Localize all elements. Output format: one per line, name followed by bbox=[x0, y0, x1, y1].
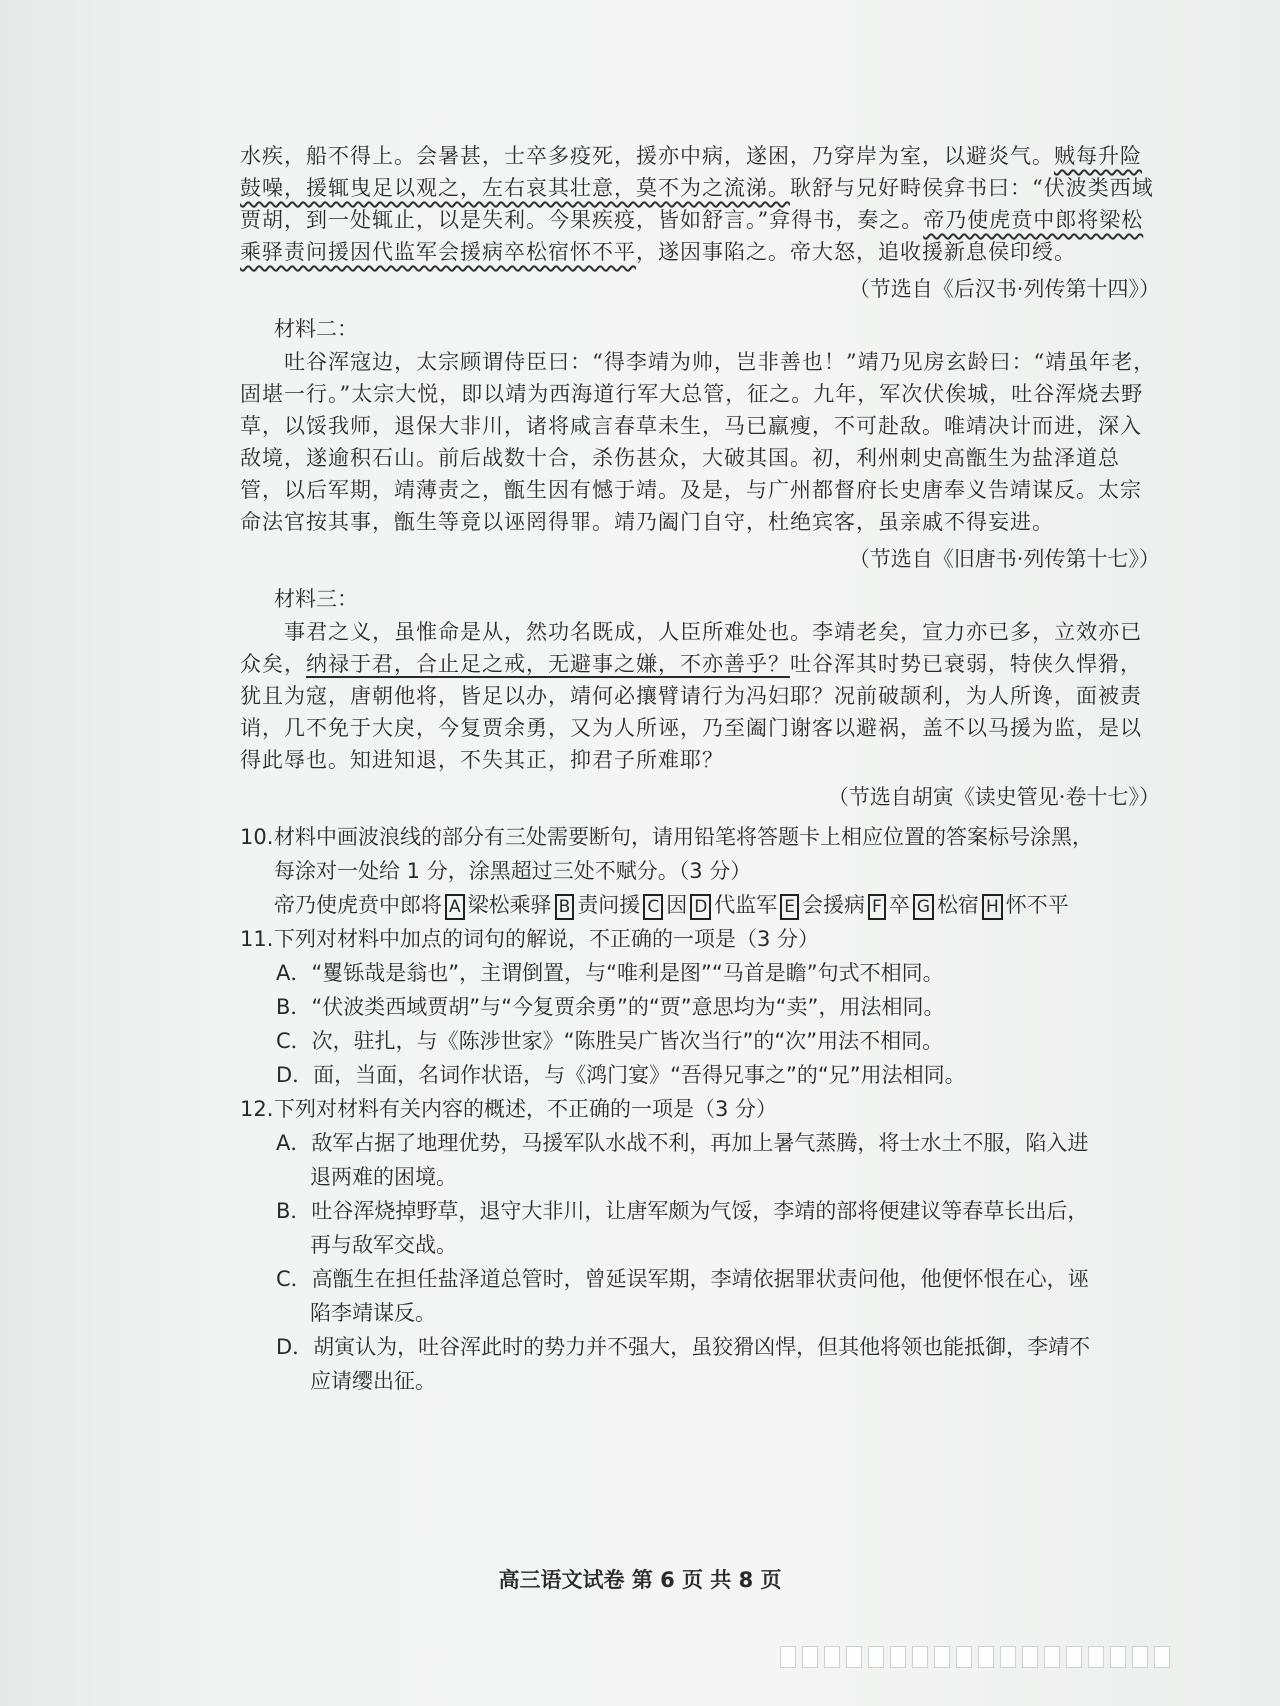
question-10 bbox=[240, 820, 1160, 922]
page-footer: 高三语文试卷 第 6 页 共 8 页 bbox=[498, 1568, 782, 1592]
q10-seg: 会援病 bbox=[802, 893, 866, 917]
q11-option-b[interactable]: B．“伏波类西域贾胡”与“今复贾余勇”的“贾”意思均为“卖”，用法相同。 bbox=[276, 995, 945, 1019]
passage-1 bbox=[240, 140, 1160, 268]
q12-stem bbox=[240, 1092, 1160, 1126]
answer-box-a[interactable]: A bbox=[445, 894, 465, 920]
q10-line-2: 每涂对一处给 1 分，涂黑超过三处不赋分。（3 分） bbox=[274, 859, 752, 883]
passage-3-label: 材料三： bbox=[274, 587, 358, 611]
question-11 bbox=[240, 922, 1160, 1092]
passage-1-source: （节选自《后汉书·列传第十四》） bbox=[848, 277, 1160, 301]
answer-box-d[interactable]: D bbox=[690, 894, 711, 920]
q12-option-b[interactable]: B．吐谷浑烧掉野草，退守大非川，让唐军颇为气馁，李靖的部将便建议等春草长出后， bbox=[276, 1199, 1089, 1223]
passage-3-underlined: 纳禄于君，合止足之戒，无避事之嫌，不亦善乎？ bbox=[306, 652, 790, 676]
q10-seg: 责问援 bbox=[577, 893, 641, 917]
q10-seg: 代监军 bbox=[714, 893, 778, 917]
question-12 bbox=[240, 1092, 1160, 1398]
q12-option-d-cont: 应请缨出征。 bbox=[310, 1369, 436, 1393]
q11-stem-text: 下列对材料中加点的词句的解说，不正确的一项是（3 分） bbox=[274, 927, 820, 951]
answer-box-h[interactable]: H bbox=[982, 894, 1003, 920]
passage-3-text-a: 事君之义，虽惟命是从，然功名既成，人臣所难处也。李靖老矣，宣力亦已多，立效亦已众矣， bbox=[240, 620, 1143, 676]
q12-option-a-cont: 退两难的困境。 bbox=[310, 1165, 457, 1189]
q12-option-b-cont: 再与敌军交战。 bbox=[310, 1233, 457, 1257]
q10-stem-1: 材料中画波浪线的部分有三处需要断句，请用铅笔将答题卡上相应位置的答案标号涂黑， bbox=[274, 825, 1093, 849]
q11-stem bbox=[240, 922, 1160, 956]
passage-1-wavy-b: 帝乃使虎贲中郎将梁松乘驿责问援因代监军会援病卒松宿怀不平 bbox=[240, 208, 1144, 264]
q10-seg: 怀不平 bbox=[1005, 893, 1069, 917]
q12-number: 12. bbox=[240, 1097, 274, 1121]
passage-2-source: （节选自《旧唐书·列传第十七》） bbox=[848, 547, 1160, 571]
q11-number: 11. bbox=[240, 927, 274, 951]
passage-1-text-b: 耿舒与兄好畤侯弇书曰：“伏波类西域贾胡，到一处辄止，以是失利。今果疾疫，皆如舒言。”弇得书，奏之。 bbox=[240, 176, 1154, 232]
q10-line-1 bbox=[240, 820, 1160, 854]
q12-option-d[interactable]: D．胡寅认为，吐谷浑此时的势力并不强大，虽狡猾凶悍，但其他将领也能抵御，李靖不 bbox=[276, 1335, 1091, 1359]
passage-1-text-c: ，遂因事陷之。帝大怒，追收援新息侯印绶。 bbox=[636, 240, 1076, 264]
passage-2-label: 材料二： bbox=[274, 317, 358, 341]
q10-number: 10. bbox=[240, 825, 274, 849]
q10-seg: 因 bbox=[666, 893, 688, 917]
q11-option-a[interactable]: A．“矍铄哉是翁也”，主谓倒置，与“唯利是图”“马首是瞻”句式不相同。 bbox=[276, 961, 944, 985]
page-content bbox=[240, 140, 1160, 1398]
q10-seg: 梁松乘驿 bbox=[467, 893, 552, 917]
answer-box-g[interactable]: G bbox=[913, 894, 934, 920]
passage-3-text bbox=[240, 616, 1160, 776]
q10-sentence bbox=[274, 888, 1160, 922]
q12-stem-text: 下列对材料有关内容的概述，不正确的一项是（3 分） bbox=[274, 1097, 778, 1121]
q11-option-d[interactable]: D．面，当面，名词作状语，与《鸿门宴》“吾得兄事之”的“兄”用法相同。 bbox=[276, 1063, 966, 1087]
q12-option-c[interactable]: C．高甑生在担任盐泽道总管时，曾延误军期，李靖依据罪状责问他，他便怀恨在心，诬 bbox=[276, 1267, 1089, 1291]
q12-option-c-cont: 陷李靖谋反。 bbox=[310, 1301, 436, 1325]
q12-option-a[interactable]: A．敌军占据了地理优势，马援军队水战不利，再加上暑气蒸腾，将士水土不服，陷入进 bbox=[276, 1131, 1089, 1155]
answer-box-b[interactable]: B bbox=[555, 894, 575, 920]
q10-seg: 帝乃使虎贲中郎将 bbox=[274, 893, 442, 917]
q10-seg: 卒 bbox=[888, 893, 910, 917]
watermark-graphic bbox=[780, 1646, 1170, 1668]
passage-3-text-b: 吐谷浑其时势已衰弱，特侠久悍猾，犹且为寇，唐朝他将，皆足以办，靖何必攘臂请行为冯妇耶？况前破颉利，为人所谗，面被责诮，几不免于大戾，今复贾余勇，又为人所诬，乃至阖门谢客以避祸，盖不以马援为监，是以得此辱也。知进知退，不失其正，抑君子所难耶？ bbox=[240, 652, 1142, 772]
q10-seg: 松宿 bbox=[937, 893, 979, 917]
q11-option-c[interactable]: C．次，驻扎，与《陈涉世家》“陈胜吴广皆次当行”的“次”用法不相同。 bbox=[276, 1029, 944, 1053]
passage-1-text-a: 水疾，船不得上。会暑甚，士卒多疫死，援亦中病，遂困，乃穿岸为室，以避炎气。 bbox=[240, 144, 1054, 168]
passage-1-wavy-a: 贼每升险鼓噪，援辄曳足以观之，左右哀其壮意，莫不为之流涕。 bbox=[240, 144, 1142, 200]
passage-2-text: 吐谷浑寇边，太宗顾谓侍臣曰：“得李靖为帅，岂非善也！”靖乃见房玄龄曰：“靖虽年老，固堪一行。”太宗大悦，即以靖为西海道行军大总管，征之。九年，军次伏俟城，吐谷浑烧去野草，以馁我师，退保大非川，诸将咸言春草未生，马已羸瘦，不可赴敌。唯靖决计而进，深入敌境，遂逾积石山。前后战数十合，杀伤甚众，大破其国。初，利州刺史高甑生为盐泽道总管，以后军期，靖薄责之，甑生因有憾于靖。及是，与广州都督府长史唐奉义告靖谋反。太宗命法官按其事，甑生等竟以诬罔得罪。靖乃阖门自守，杜绝宾客，虽亲戚不得妄进。 bbox=[240, 350, 1156, 534]
answer-box-c[interactable]: C bbox=[643, 894, 663, 920]
passage-3-source: （节选自胡寅《读史管见·卷十七》） bbox=[827, 785, 1160, 809]
answer-box-f[interactable]: F bbox=[868, 894, 886, 920]
answer-box-e[interactable]: E bbox=[780, 894, 799, 920]
